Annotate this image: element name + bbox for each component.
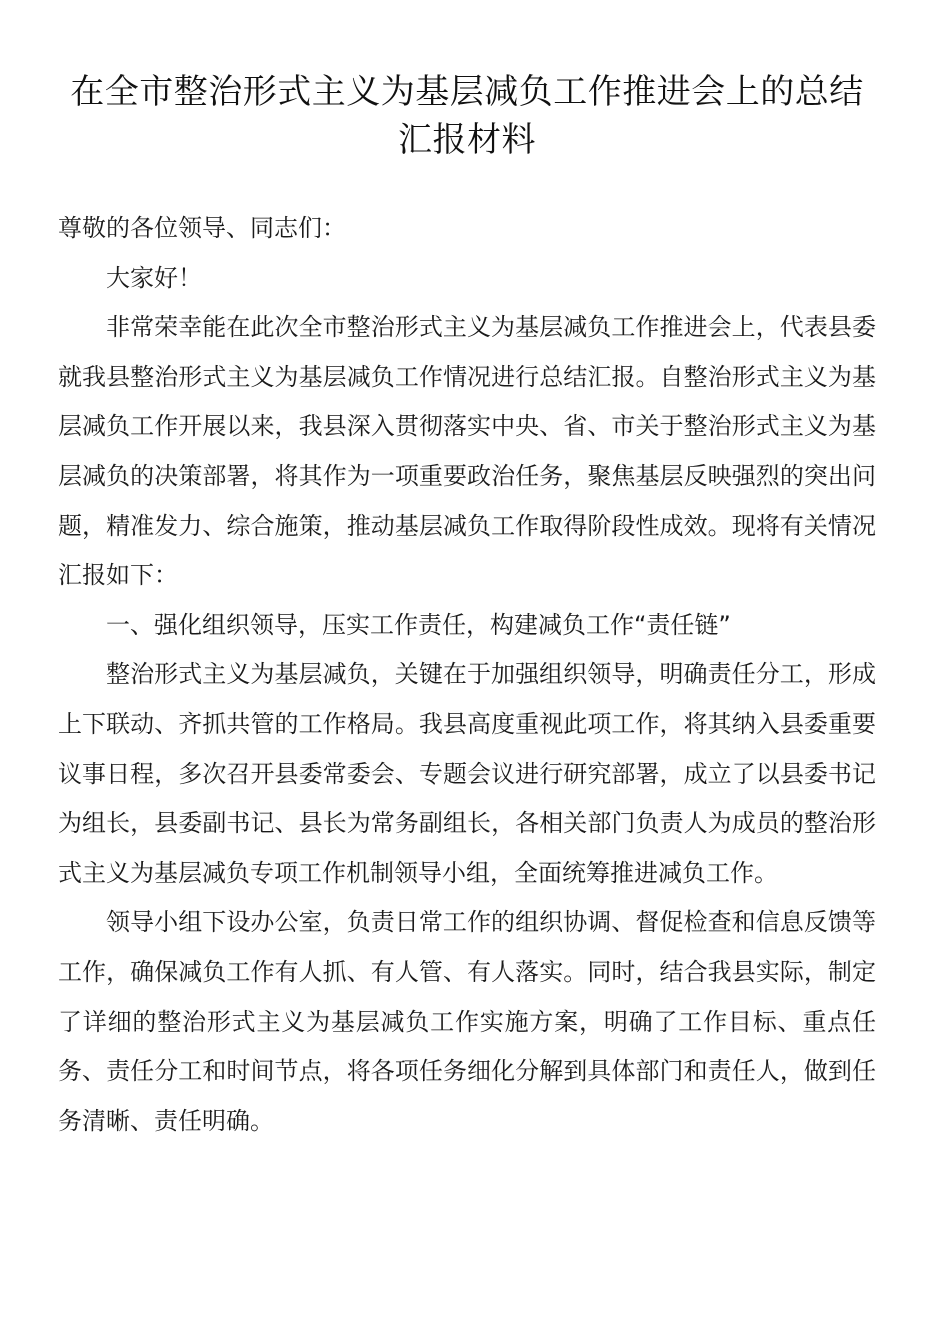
salutation: 尊敬的各位领导、同志们： [58,214,346,242]
document-body [58,204,876,1146]
body-paragraph-1: 整治形式主义为基层减负，关键在于加强组织领导，明确责任分工，形成上下联动、齐抓共管的工作格局。我县高度重视此项工作，将其纳入县委重要议事日程，多次召开县委常委会、专题会议进行研究部署，成立了以县委书记为组长，县委副书记、县长为常务副组长，各相关部门负责人为成员的整治形式主义为基层减负专项工作机制领导小组，全面统筹推进减负工作。 [58,660,876,887]
greeting: 大家好！ [106,263,202,292]
body-paragraph-2: 领导小组下设办公室，负责日常工作的组织协调、督促检查和信息反馈等工作，确保减负工作有人抓、有人管、有人落实。同时，结合我县实际，制定了详细的整治形式主义为基层减负工作实施方案，明确了工作目标、重点任务、责任分工和时间节点，将各项任务细化分解到具体部门和责任人，做到任务清晰、责任明确。 [58,908,876,1135]
intro-paragraph: 非常荣幸能在此次全市整治形式主义为基层减负工作推进会上，代表县委就我县整治形式主义为基层减负工作情况进行总结汇报。自整治形式主义为基层减负工作开展以来，我县深入贯彻落实中央、省、市关于整治形式主义为基层减负的决策部署，将其作为一项重要政治任务，聚焦基层反映强烈的突出问题，精准发力、综合施策，推动基层减负工作取得阶段性成效。现将有关情况汇报如下： [58,313,876,590]
section-heading-1: 一、强化组织领导，压实工作责任，构建减负工作“责任链” [106,610,731,639]
document-title: 在全市整治形式主义为基层减负工作推进会上的总结汇报材料 [70,72,864,160]
